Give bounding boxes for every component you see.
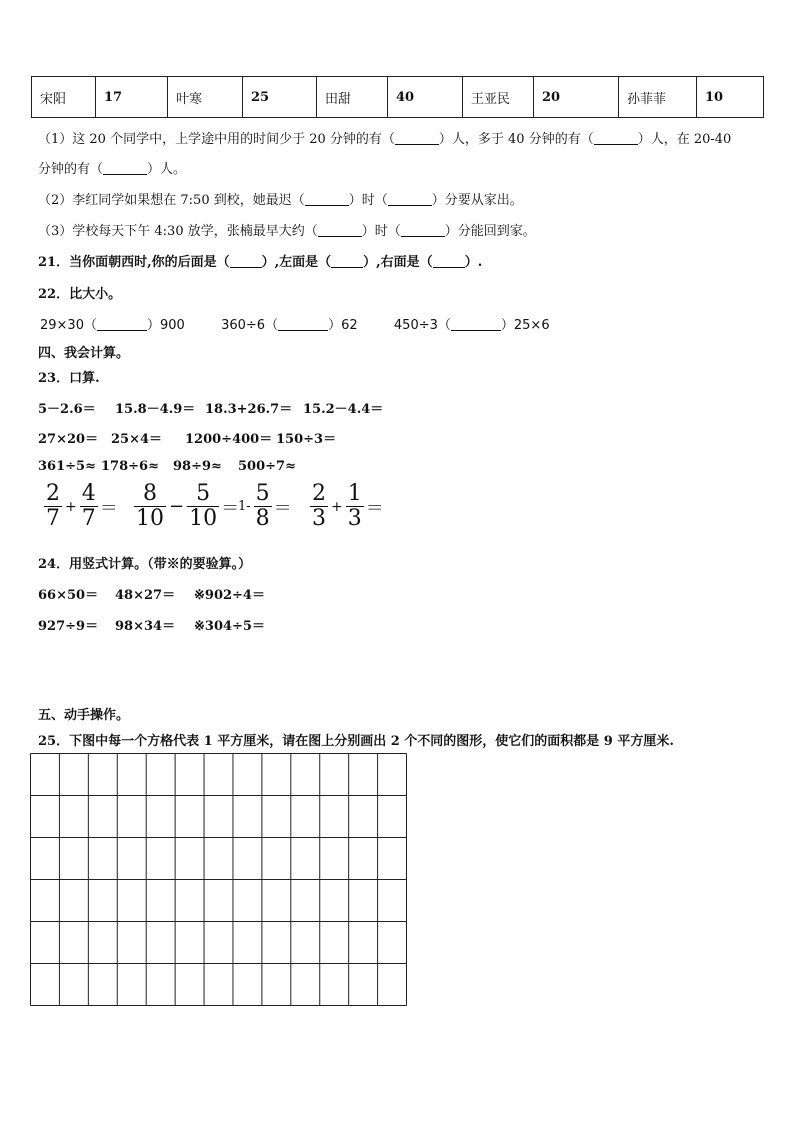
q20-part3: [38, 220, 536, 239]
table-cell: 40: [388, 77, 463, 118]
answer-blank[interactable]: [594, 132, 638, 145]
q20-part1-line2: [38, 158, 186, 177]
q22-comparisons: [40, 314, 550, 333]
q22-title: 22．比大小。: [38, 287, 122, 302]
fraction: [310, 482, 328, 531]
q24-row2: [38, 615, 265, 634]
mental-math-item: 27×20＝: [38, 432, 99, 447]
q20-text: 分钟的有（: [38, 162, 104, 177]
q21-text: ）,左面是（: [261, 255, 332, 270]
denominator: 8: [255, 506, 270, 531]
q20-text: （3）学校每天下午 4:30 放学，张楠最早大约（: [38, 224, 318, 239]
section-heading: 四、我会计算。: [38, 346, 130, 361]
q20-text: ）时（: [348, 193, 388, 208]
table-cell: 宋阳: [32, 77, 96, 118]
numerator: 8: [134, 482, 166, 507]
q20-text: ）分能回到家。: [444, 224, 536, 239]
vertical-calc-item: ※902÷4＝: [194, 588, 265, 603]
denominator: 10: [136, 506, 164, 531]
q20-text: ）时（: [361, 224, 401, 239]
vertical-calc-item: 66×50＝: [38, 588, 99, 603]
mental-math-item: 15.8－4.9＝: [115, 402, 196, 417]
denominator: 3: [312, 506, 326, 531]
q20-text: （1）这 20 个同学中，上学途中用的时间少于 20 分钟的有（: [38, 132, 395, 147]
fraction: [80, 482, 98, 531]
answer-blank[interactable]: [433, 255, 465, 268]
table-cell: 17: [96, 77, 168, 118]
answer-blank[interactable]: [451, 318, 501, 331]
answer-blank[interactable]: [388, 193, 432, 206]
q23-title: 23．口算.: [38, 371, 100, 386]
denominator: 3: [347, 506, 362, 531]
mental-math-item: 18.3+26.7＝: [205, 402, 293, 417]
q20-part1-line1: [38, 128, 731, 147]
answer-blank[interactable]: [395, 132, 439, 145]
mental-math-item: 1200÷400＝: [185, 432, 273, 447]
q20-text: ）分要从家出。: [431, 193, 523, 208]
denominator: 10: [189, 506, 218, 531]
fraction: [346, 482, 364, 531]
answer-blank[interactable]: [103, 162, 147, 175]
table-cell: 25: [243, 77, 317, 118]
equals-sign: ＝: [221, 497, 240, 519]
equals-sign: ＝: [99, 497, 118, 519]
vertical-calc-item: 48×27＝: [115, 588, 176, 603]
fraction-expr-2: [134, 482, 239, 531]
denominator: 7: [81, 506, 96, 531]
table-cell: 孙菲菲: [619, 77, 697, 118]
answer-blank[interactable]: [331, 255, 363, 268]
operator: +: [65, 498, 77, 515]
answer-blank[interactable]: [318, 224, 362, 237]
answer-blank[interactable]: [230, 255, 262, 268]
mental-math-item: 25×4＝: [111, 432, 163, 447]
table-cell: 10: [697, 77, 764, 118]
numerator: 2: [312, 481, 326, 506]
equals-sign: ＝: [273, 497, 292, 519]
numerator: 5: [255, 481, 270, 506]
q23-row3: [38, 459, 296, 474]
q20-text: ）人，在 20-40: [637, 132, 732, 147]
fraction-expr-1: [44, 482, 118, 531]
q23-row2: [38, 428, 336, 447]
q21-text: ）,右面是（: [363, 255, 433, 270]
mental-math-item: 5－2.6＝: [38, 402, 96, 417]
q22-expr: ）25×6: [500, 318, 550, 333]
answer-blank[interactable]: [401, 224, 445, 237]
q20-text: ）人，多于 40 分钟的有（: [438, 132, 594, 147]
mental-math-item: 361÷5≈: [38, 459, 96, 474]
mental-math-item: 178÷6≈: [101, 459, 159, 474]
answer-blank[interactable]: [278, 318, 328, 331]
mental-math-item: 500÷7≈: [238, 459, 296, 474]
mental-math-item: 15.2－4.4＝: [303, 402, 384, 417]
q22-expr: 360÷6（: [221, 318, 279, 333]
operator: −: [169, 496, 185, 517]
fraction: [44, 482, 62, 531]
q24-title: 24．用竖式计算。（带※的要验算。）: [38, 557, 252, 572]
vertical-calc-item: ※304÷5＝: [194, 619, 265, 634]
leading-term: 1-: [238, 499, 251, 514]
q24-row1: [38, 584, 265, 603]
fraction: [134, 482, 166, 531]
fraction-expr-3: [235, 482, 292, 531]
q23-row1: [38, 398, 383, 417]
numerator: 4: [81, 481, 96, 506]
q22-expr: 29×30（: [40, 318, 97, 333]
q21: [38, 251, 482, 270]
q21-text: 21．当你面朝西时,你的后面是（: [38, 255, 230, 270]
q21-text: ）.: [464, 255, 483, 270]
square-grid[interactable]: [30, 753, 407, 1006]
equals-sign: ＝: [365, 497, 384, 519]
numerator: 1: [347, 481, 362, 506]
table-cell: 20: [534, 77, 619, 118]
table-cell: 田甜: [317, 77, 388, 118]
fraction: [254, 482, 272, 531]
operator: +: [331, 498, 343, 515]
vertical-calc-item: 927÷9＝: [38, 619, 99, 634]
answer-blank[interactable]: [305, 193, 349, 206]
grid-svg[interactable]: [30, 753, 407, 1006]
student-time-table: [31, 76, 764, 118]
mental-math-item: 98÷9≈: [173, 459, 222, 474]
table-cell: 叶寒: [168, 77, 243, 118]
table-cell: 王亚民: [463, 77, 534, 118]
q22-expr: 450÷3（: [393, 318, 451, 333]
q20-part2: [38, 189, 523, 208]
q20-text: ）人。: [147, 162, 187, 177]
answer-blank[interactable]: [97, 318, 147, 331]
fraction: [187, 482, 219, 531]
section-heading: 五、动手操作。: [38, 708, 130, 723]
q20-text: （2）李红同学如果想在 7:50 到校，她最迟（: [38, 193, 305, 208]
denominator: 7: [46, 506, 60, 531]
q22-expr: ）62: [328, 318, 358, 333]
q22-expr: ）900: [146, 318, 185, 333]
table-row: [32, 77, 764, 118]
numerator: 2: [46, 481, 60, 506]
mental-math-item: 150÷3＝: [276, 432, 337, 447]
q25-title: 25．下图中每一个方格代表 1 平方厘米，请在图上分别画出 2 个不同的图形，使它们的面积都是 9 平方厘米.: [38, 734, 674, 749]
fraction-expr-4: [310, 482, 384, 531]
numerator: 5: [187, 482, 219, 507]
vertical-calc-item: 98×34＝: [115, 619, 176, 634]
